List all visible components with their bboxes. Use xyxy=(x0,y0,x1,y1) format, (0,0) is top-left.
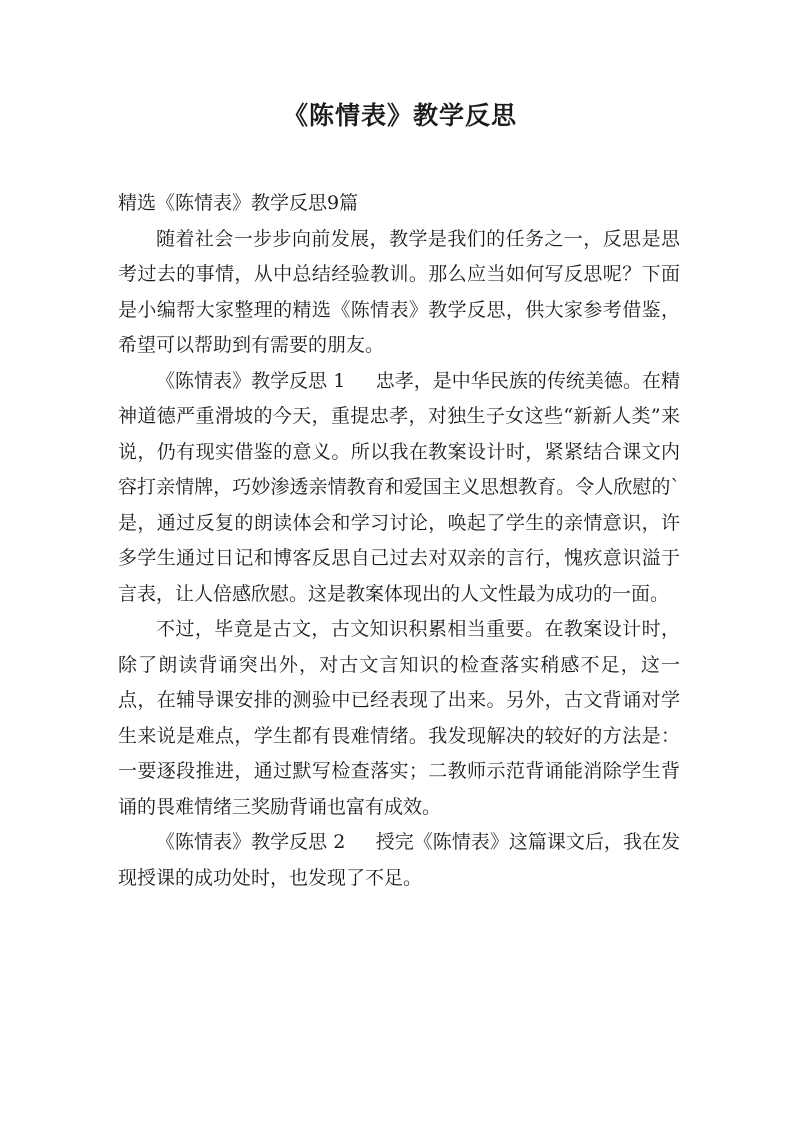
section-2-text: 授完《陈情表》这篇课文后，我在发现授课的成功处时，也发现了不足。 xyxy=(118,831,680,889)
document-body xyxy=(118,186,680,896)
intro-paragraph: 随着社会一步步向前发展，教学是我们的任务之一，反思是思考过去的事情，从中总结经验教训。那么应当如何写反思呢？下面是小编帮大家整理的精选《陈情表》教学反思，供大家参考借鉴，希望可以帮助到有需要的朋友。 xyxy=(118,227,680,356)
paragraph-2: 不过，毕竟是古文，古文知识积累相当重要。在教案设计时，除了朗读背诵突出外，对古文言知识的检查落实稍感不足，这一点，在辅导课安排的测验中已经表现了出来。另外，古文背诵对学生来说是难点，学生都有畏难情绪。我发现解决的较好的方法是：一要逐段推进，通过默写检查落实；二教师示范背诵能消除学生背诵的畏难情绪三奖励背诵也富有成效。 xyxy=(118,618,680,818)
section-1-heading: 《陈情表》教学反思 1 xyxy=(156,369,346,392)
document-title: 《陈情表》教学反思 xyxy=(282,101,517,130)
document-subtitle: 精选《陈情表》教学反思9篇 xyxy=(118,192,359,214)
section-1-paragraph xyxy=(118,364,680,613)
section-2-paragraph xyxy=(118,825,680,896)
section-2-heading: 《陈情表》教学反思 2 xyxy=(156,831,346,853)
section-1-text: 忠孝，是中华民族的传统美德。在精神道德严重滑坡的今天，重提忠孝，对独生子女这些“新新人类”来说，仍有现实借鉴的意义。所以我在教案设计时，紧紧结合课文内容打亲情牌，巧妙渗透亲情教育和爱国主义思想教育。令人欣慰的`是，通过反复的朗读体会和学习讨论，唤起了学生的亲情意识，许多学生通过日记和博客反思自己过去对双亲的言行，愧疚意识溢于言表，让人倍感欣慰。这是教案体现出的人文性最为成功的一面。 xyxy=(118,369,680,605)
